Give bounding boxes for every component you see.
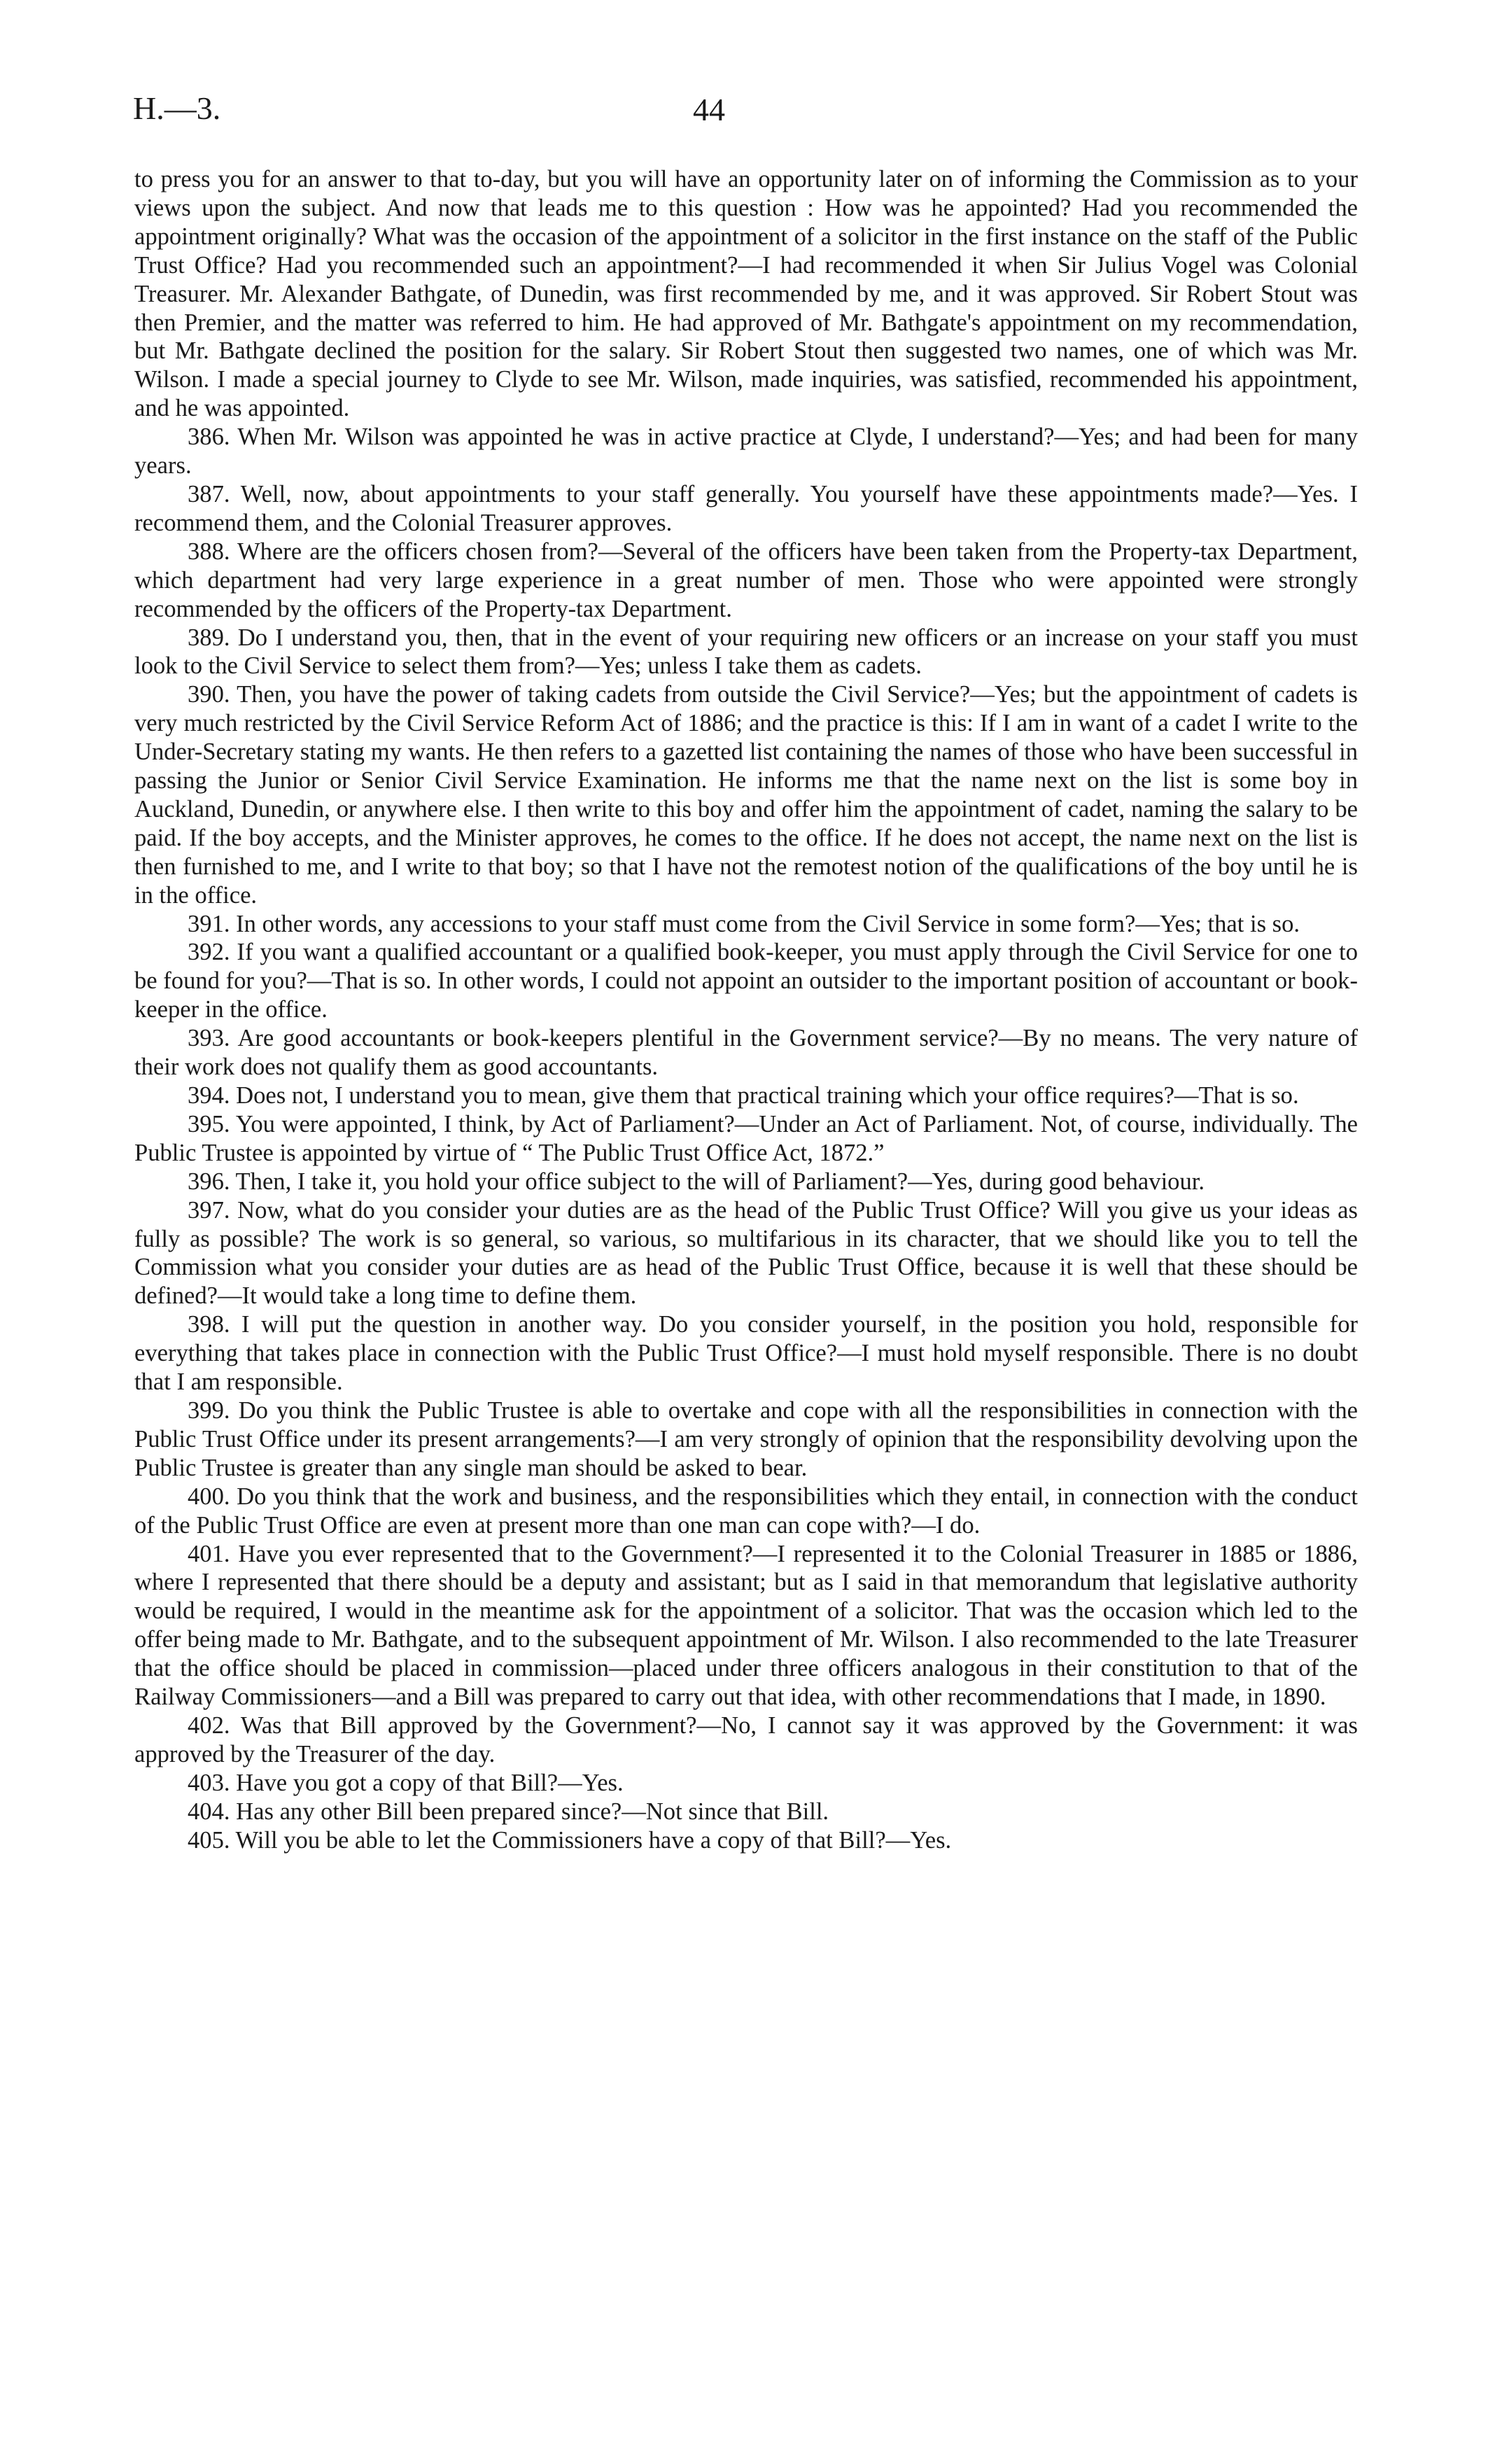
paragraph-391: 391. In other words, any accessions to your staff must come from the Civil Service in some form?—Yes; that is so. bbox=[188, 910, 1300, 937]
continued-paragraph: to press you for an answer to that to-day, but you will have an opportunity later on of informing the Commission as to your views upon the subject. And now that leads me to this question : How was he appointed? Had you recommended the appointment originally? What was the occasion of the appointment of a solicitor in the first instance on the staff of the Public Trust Office? Had you recommended such an appointment?—I had recommended it when Sir Julius Vogel was Colonial Treasurer. Mr. Alexander Bathgate, of Dunedin, was first recommended by me, and it was approved. Sir Robert Stout was then Premier, and the matter was referred to him. He had approved of Mr. Bathgate's appointment on my recommendation, but Mr. Bathgate declined the position for the salary. Sir Robert Stout then suggested two names, one of which was Mr. Wilson. I made a special journey to Clyde to see Mr. Wilson, made inquiries, was satisfied, recommended his appointment, and he was appointed. bbox=[134, 166, 1358, 422]
paragraph-393: 393. Are good accountants or book-keepers plentiful in the Government service?—By no means. The very nature of their work does not qualify them as good accountants. bbox=[134, 1025, 1358, 1081]
paragraph-392: 392. If you want a qualified accountant or a qualified book-keeper, you must apply through the Civil Service for one to be found for you?—That is so. In other words, I could not appoint an outsider to the important position of accountant or book-keeper in the office. bbox=[134, 939, 1358, 1023]
page-number: 44 bbox=[693, 92, 725, 127]
paragraph-404: 404. Has any other Bill been prepared since?—Not since that Bill. bbox=[188, 1798, 829, 1825]
paragraph-399: 399. Do you think the Public Trustee is able to overtake and cope with all the responsibilities in connection with the Public Trust Office under its present arrangements?—I am very strongly of opinion that the responsibility devolving upon the Public Trustee is greater than any single man should be asked to bear. bbox=[134, 1396, 1358, 1481]
paragraph-388: 388. Where are the officers chosen from?—Several of the officers have been taken from the Property-tax Department, which department had very large experience in a great number of men. Those who were appointed were strongly recommended by the officers of the Property-tax Department. bbox=[134, 538, 1358, 622]
paragraph-395: 395. You were appointed, I think, by Act of Parliament?—Under an Act of Parliament. Not, of course, individually. The Public Trustee is appointed by virtue of “ The Public Trust Office Act, 1872.” bbox=[134, 1110, 1358, 1166]
document-reference: H.—3. bbox=[133, 90, 221, 126]
paragraph-389: 389. Do I understand you, then, that in the event of your requiring new officers or an increase on your staff you must look to the Civil Service to select them from?—Yes; unless I take them as cadets. bbox=[134, 624, 1358, 680]
paragraph-396: 396. Then, I take it, you hold your office subject to the will of Parliament?—Yes, during good behaviour. bbox=[188, 1168, 1205, 1195]
paragraph-397: 397. Now, what do you consider your duties are as the head of the Public Trust Office? Will you give us your ideas as fully as possible? The work is so general, so various, so multifarious in its character, that we should like you to tell the Commission what you consider your duties are as head of the Public Trust Office, because it is well that these should be defined?—It would take a long time to define them. bbox=[134, 1196, 1358, 1310]
paragraph-386: 386. When Mr. Wilson was appointed he was in active practice at Clyde, I understand?—Yes; and had been for many years. bbox=[134, 424, 1358, 479]
paragraph-394: 394. Does not, I understand you to mean, give them that practical training which your office requires?—That is so. bbox=[188, 1082, 1299, 1109]
paragraph-400: 400. Do you think that the work and business, and the responsibilities which they entail, in connection with the conduct of the Public Trust Office are even at present more than one man can cope with?—I do. bbox=[134, 1483, 1358, 1539]
paragraph-402: 402. Was that Bill approved by the Government?—No, I cannot say it was approved by the Government: it was approved by the Treasurer of the day. bbox=[134, 1712, 1358, 1768]
paragraph-403: 403. Have you got a copy of that Bill?—Yes. bbox=[188, 1769, 624, 1796]
document-body bbox=[134, 165, 1358, 1854]
paragraph-390: 390. Then, you have the power of taking cadets from outside the Civil Service?—Yes; but the appointment of cadets is very much restricted by the Civil Service Reform Act of 1886; and the practice is this: If I am in want of a cadet I write to the Under-Secretary stating my wants. He then refers to a gazetted list containing the names of those who have been successful in passing the Junior or Senior Civil Service Examination. He informs me that the name next on the list is some boy in Auckland, Dunedin, or anywhere else. I then write to this boy and offer him the appointment of cadet, naming the salary to be paid. If the boy accepts, and the Minister approves, he comes to the office. If he does not accept, the name next on the list is then furnished to me, and I write to that boy; so that I have not the remotest notion of the qualifications of the boy until he is in the office. bbox=[134, 681, 1358, 909]
paragraph-398: 398. I will put the question in another way. Do you consider yourself, in the position you hold, responsible for everything that takes place in connection with the Public Trust Office?—I must hold myself responsible. There is no doubt that I am responsible. bbox=[134, 1311, 1358, 1396]
paragraph-401: 401. Have you ever represented that to the Government?—I represented it to the Colonial Treasurer in 1885 or 1886, where I represented that there should be a deputy and assistant; but as I said in that memorandum that legislative authority would be required, I would in the meantime ask for the appointment of a solicitor. That was the occasion which led to the offer being made to Mr. Bathgate, and to the subsequent appointment of Mr. Wilson. I also recommended to the late Treasurer that the office should be placed in commission—placed under three officers analogous in their constitution to that of the Railway Commissioners—and a Bill was prepared to carry out that idea, with other recommendations that I made, in 1890. bbox=[134, 1540, 1358, 1711]
paragraph-387: 387. Well, now, about appointments to your staff generally. You yourself have these appointments made?—Yes. I recommend them, and the Colonial Treasurer approves. bbox=[134, 480, 1358, 536]
paragraph-405: 405. Will you be able to let the Commissioners have a copy of that Bill?—Yes. bbox=[188, 1826, 952, 1854]
